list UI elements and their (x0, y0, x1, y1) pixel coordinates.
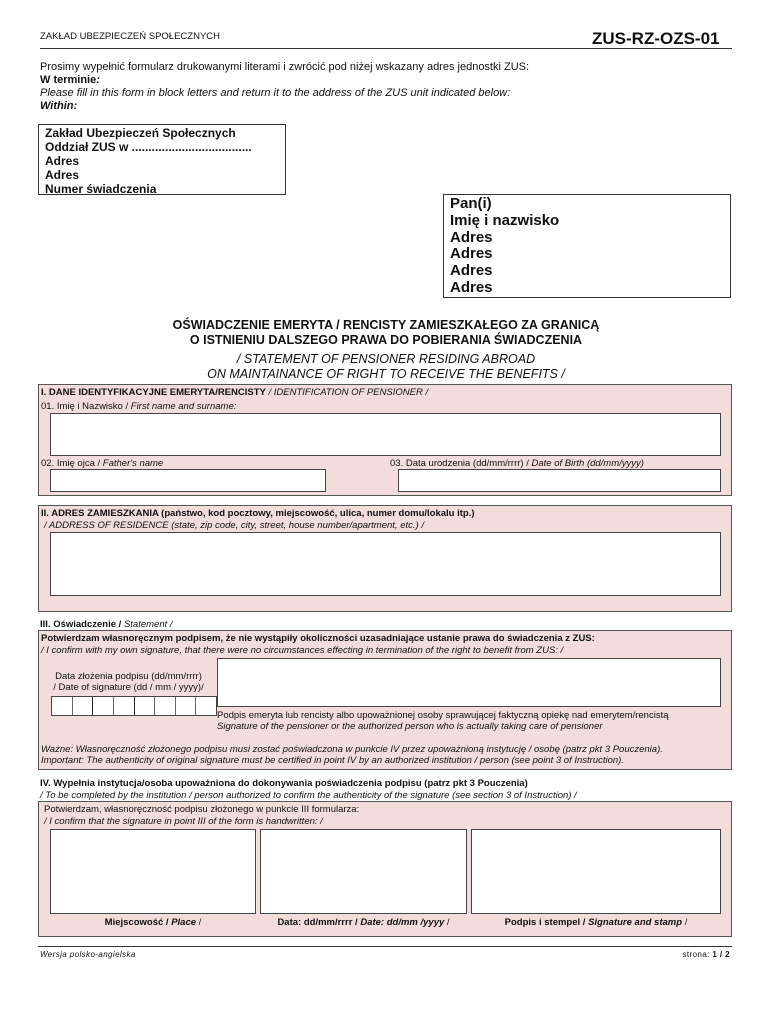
field-01-label: 01. Imię i Nazwisko / First name and surname: (41, 401, 237, 412)
within-label: Within: (40, 100, 78, 112)
section-2-heading-en: / ADDRESS OF RESIDENCE (state, zip code, city, street, house number/apartment, etc.) / (44, 520, 424, 531)
date-digit-cell[interactable] (114, 697, 135, 715)
section-3-heading: III. Oświadczenie / Statement / (40, 619, 173, 630)
date-digit-cell[interactable] (73, 697, 94, 715)
place-caption: Miejscowość / Place / (104, 917, 202, 928)
deadline-label: W terminie (40, 74, 97, 86)
important-note: Ważne: Własnoręczność złożonego podpisu musi zostać poświadczona w punkcie IV przez upoważnioną instytucję / osobę (patrz pkt 3 Pouczenia). Important: The authenticity of original signature must be certified in point IV by an authorized institution / person (see point 3 of Instruction). (41, 744, 663, 766)
section-certification (38, 801, 732, 937)
date-digit-cell[interactable] (52, 697, 73, 715)
signature-date-label: Data złożenia podpisu (dd/mm/rrrr) / Date of signature (dd / mm / yyyy)/ (53, 671, 204, 693)
page-number: strona: 1 / 2 (682, 950, 730, 959)
section-4-heading-en: / To be completed by the institution / person authorized to confirm the authenticity of the signature (see section 3 of Instruction) / (40, 790, 577, 801)
section-4-heading: IV. Wypełnia instytucja/osoba upoważniona do dokonywania poświadczenia podpisu (patrz pkt 3 Pouczenia) (40, 778, 528, 789)
signature-date-input[interactable] (51, 696, 217, 716)
date-digit-cell[interactable] (176, 697, 197, 715)
zus-address-box[interactable]: Zakład Ubezpieczeń Społecznych Oddział ZUS w .................................... Adres Adres Numer świadczenia (38, 124, 286, 195)
section-address (38, 505, 732, 612)
form-title-en: / STATEMENT OF PENSIONER RESIDING ABROAD ON MAINTAINANCE OF RIGHT TO RECEIVE THE BENEFITS / (207, 352, 565, 381)
place-input[interactable] (50, 829, 256, 914)
signature-caption: Podpis emeryta lub rencisty albo upoważnionej osoby sprawującej faktyczną opiekę nad emerytem/rencistą Signature of the pensioner or the authorized person who is actually taking care of pensioner (217, 710, 669, 732)
date-digit-cell[interactable] (155, 697, 176, 715)
header-rule (40, 48, 732, 49)
stamp-caption: Podpis i stempel / Signature and stamp / (504, 917, 688, 928)
date-digit-cell[interactable] (93, 697, 114, 715)
statement-confirm-en: / I confirm with my own signature, that there were no circumstances effecting in termination of the right to benefit from ZUS: / (41, 645, 564, 656)
date-caption: Data: dd/mm/rrrr / Date: dd/mm /yyyy / (277, 917, 450, 928)
certification-confirm: Potwierdzam, własnoręczność podpisu złożonego w punkcie III formularza: (44, 804, 360, 815)
signature-stamp-input[interactable] (471, 829, 721, 914)
version-label: Wersja polsko-angielska (40, 950, 136, 959)
statement-confirm: Potwierdzam własnoręcznym podpisem, że nie wystąpiły okoliczności uzasadniające ustanie prawa do świadczenia z ZUS: (41, 633, 595, 644)
section-identification (38, 384, 732, 496)
pensioner-signature-input[interactable] (217, 658, 721, 707)
field-02-label: 02. Imię ojca / Father's name (41, 458, 164, 469)
date-digit-cell[interactable] (196, 697, 216, 715)
date-of-birth-input[interactable] (398, 469, 721, 492)
recipient-address-box[interactable]: Pan(i) Imię i nazwisko Adres Adres Adres Adres (443, 194, 731, 298)
section-statement (38, 630, 732, 770)
certification-date-input[interactable] (260, 829, 467, 914)
certification-confirm-en: / I confirm that the signature in point III of the form is handwritten: / (44, 816, 323, 827)
full-name-input[interactable] (50, 413, 721, 456)
fathers-name-input[interactable] (50, 469, 326, 492)
intro-text: Prosimy wypełnić formularz drukowanymi literami i zwrócić pod niżej wskazany adres jednostki ZUS: W terminie: Please fill in this form in block letters and return it to the address of the ZUS unit indicated below: Within: (40, 61, 530, 112)
intro-line-en: Please fill in this form in block letters and return it to the address of the ZUS unit indicated below: (40, 87, 511, 99)
section-2-heading: II. ADRES ZAMIESZKANIA (państwo, kod pocztowy, miejscowość, ulica, numer domu/lokalu itp.) (41, 508, 475, 519)
section-1-heading: I. DANE IDENTYFIKACYJNE EMERYTA/RENCISTY / IDENTIFICATION OF PENSIONER / (41, 387, 429, 398)
date-digit-cell[interactable] (135, 697, 156, 715)
form-title: OŚWIADCZENIE EMERYTA / RENCISTY ZAMIESZKAŁEGO ZA GRANICĄ O ISTNIENIU DALSZEGO PRAWA DO POBIERANIA ŚWIADCZENIA (172, 318, 600, 347)
intro-line-pl: Prosimy wypełnić formularz drukowanymi literami i zwrócić pod niżej wskazany adres jednostki ZUS: (40, 61, 530, 73)
field-03-label: 03. Data urodzenia (dd/mm/rrrr) / Date of Birth (dd/mm/yyyy) (390, 458, 644, 469)
institution-name: ZAKŁAD UBEZPIECZEŃ SPOŁECZNYCH (40, 31, 221, 42)
form-code: ZUS-RZ-OZS-01 (592, 29, 720, 48)
footer-rule (38, 946, 732, 947)
address-input[interactable] (50, 532, 721, 596)
